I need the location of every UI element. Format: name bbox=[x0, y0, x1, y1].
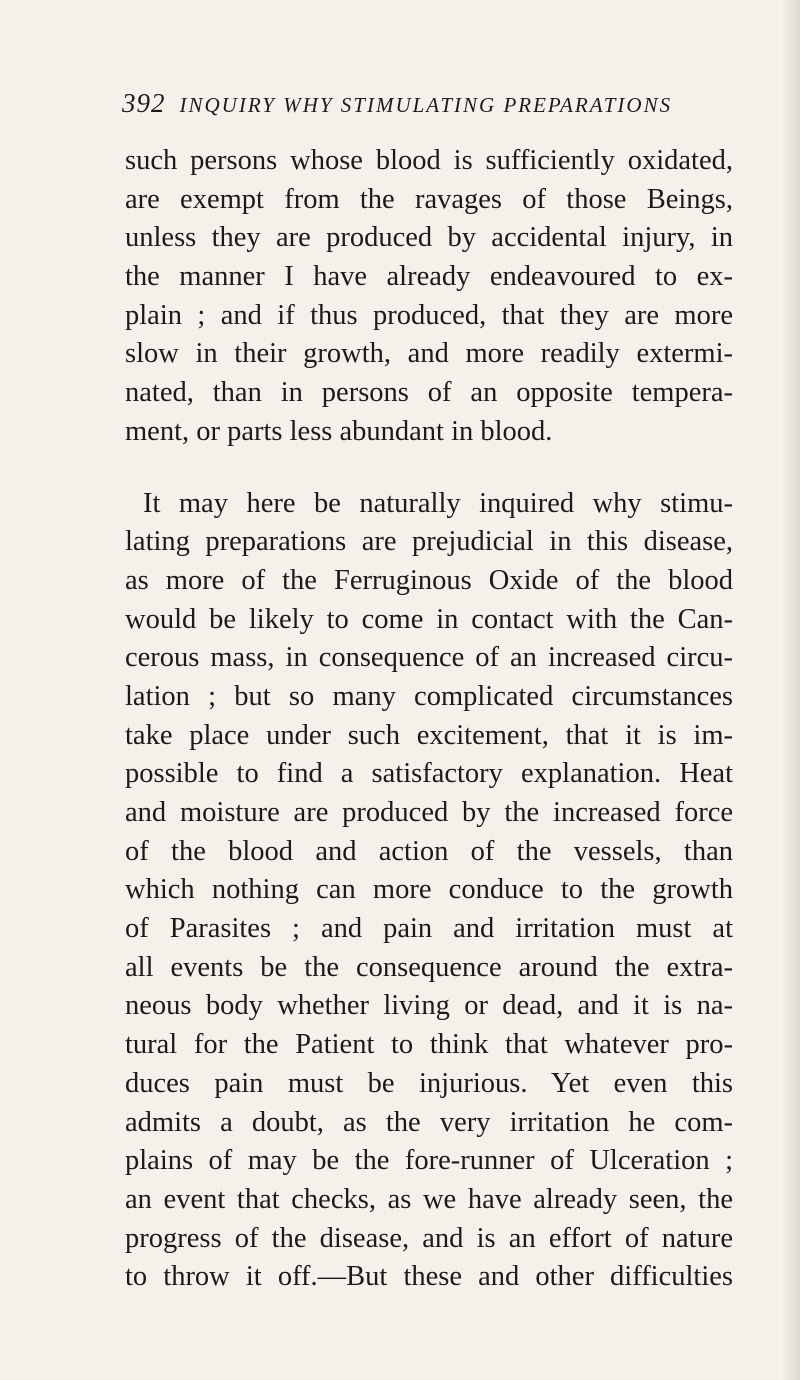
text-line: would be likely to come in contact with the Can- bbox=[125, 603, 733, 635]
text-line: take place under such excitement, that it is im- bbox=[125, 719, 733, 751]
text-line: nated, than in persons of an opposite tempera- bbox=[125, 377, 733, 409]
text-line: ment, or parts less abundant in blood. bbox=[125, 415, 553, 447]
text-line: possible to find a satisfactory explanation. Heat bbox=[125, 758, 733, 790]
text-line: which nothing can more conduce to the growth bbox=[125, 874, 733, 906]
text-line: the manner I have already endeavoured to ex- bbox=[125, 261, 733, 293]
text-line: plains of may be the fore-runner of Ulceration ; bbox=[125, 1145, 733, 1177]
text-line: lating preparations are prejudicial in this disease, bbox=[125, 526, 733, 558]
text-line: progress of the disease, and is an effort of nature bbox=[125, 1222, 733, 1254]
text-line: tural for the Patient to think that whatever pro- bbox=[125, 1029, 733, 1061]
text-line: cerous mass, in consequence of an increased circu- bbox=[125, 642, 733, 674]
text-line: as more of the Ferruginous Oxide of the blood bbox=[125, 564, 733, 596]
running-title: INQUIRY WHY STIMULATING PREPARATIONS bbox=[179, 93, 673, 117]
paragraph-2 bbox=[125, 485, 733, 1297]
text-line: duces pain must be injurious. Yet even this bbox=[125, 1067, 733, 1099]
text-line: to throw it off.—But these and other difficulties bbox=[125, 1261, 733, 1293]
running-head bbox=[122, 88, 722, 128]
paragraph-1 bbox=[125, 142, 733, 452]
text-line: of Parasites ; and pain and irritation must at bbox=[125, 913, 733, 945]
page-edge-shadow bbox=[782, 0, 800, 1380]
text-line: admits a doubt, as the very irritation he com- bbox=[125, 1106, 733, 1138]
text-line: neous body whether living or dead, and it is na- bbox=[125, 990, 733, 1022]
text-line: all events be the consequence around the extra- bbox=[125, 951, 733, 983]
text-line: an event that checks, as we have already seen, the bbox=[125, 1183, 733, 1215]
text-line: unless they are produced by accidental injury, in bbox=[125, 222, 733, 254]
text-line: such persons whose blood is sufficiently oxidated, bbox=[125, 145, 733, 176]
body-text bbox=[125, 142, 733, 1297]
text-line: It may here be naturally inquired why stimu- bbox=[143, 487, 733, 519]
text-line: lation ; but so many complicated circumstances bbox=[125, 680, 733, 712]
text-line: slow in their growth, and more readily extermi- bbox=[125, 338, 733, 370]
text-line: plain ; and if thus produced, that they are more bbox=[125, 299, 733, 331]
page-number: 392 bbox=[122, 88, 166, 118]
text-line: and moisture are produced by the increased force bbox=[125, 797, 733, 828]
text-line: are exempt from the ravages of those Beings, bbox=[125, 183, 733, 215]
paragraph-spacer bbox=[125, 452, 733, 485]
text-line: of the blood and action of the vessels, than bbox=[125, 835, 733, 867]
